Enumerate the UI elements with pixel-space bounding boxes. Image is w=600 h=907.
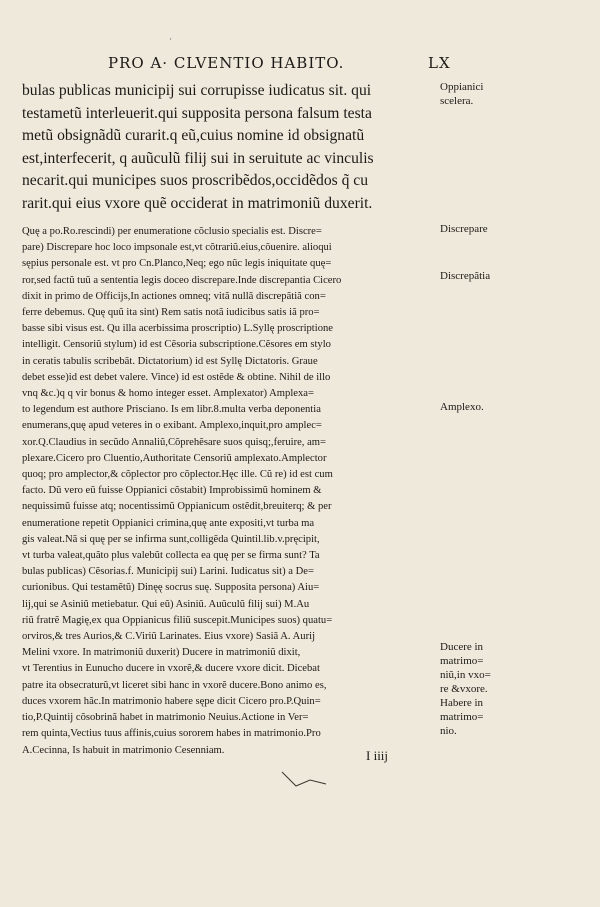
commentary-line: facto. Dũ vero eũ fuisse Oppianici cõstabit) Improbissimũ hominem & xyxy=(22,485,322,497)
side-note-line: scelera. xyxy=(440,95,474,107)
commentary-line: gis valeat.Nã si quę per se infirma sunt,colligẽda Quintil.lib.v.pręcipit, xyxy=(22,533,320,545)
side-note-oppianici xyxy=(440,80,540,108)
side-note-line: Ducere in xyxy=(440,641,484,653)
side-note-ducere xyxy=(440,640,540,738)
top-mark: ˙ xyxy=(168,38,173,49)
commentary-line: ferre debemus. Quę quũ ita sint) Rem satis notã iudicibus satis iã pro= xyxy=(22,307,320,319)
pen-flourish xyxy=(280,768,330,792)
commentary-line: nequissimũ fuisse atq; nocentissimũ Oppianicum ostẽdit,breuiterq; & per xyxy=(22,501,332,513)
signature-mark: I iiij xyxy=(366,748,389,763)
commentary-line: orviros,& tres Aurios,& C.Viriũ Larinates. Eius vxore) Sasiã A. Aurij xyxy=(22,631,316,643)
quote-line: necarit.qui municipes suos proscribẽdos,occidẽdos q̃ cu xyxy=(22,172,369,190)
side-note-line: nio. xyxy=(440,725,457,737)
quote-line: est,interfecerit, q auũculũ filij sui in seruitute ac vinculis xyxy=(22,149,374,167)
commentary-line: Quę a po.Ro.rescindi) per enumeratione cõclusio specialis est. Discre= xyxy=(22,226,322,237)
commentary-line: tio,P.Quintij cõsobrinã habet in matrimonio Neuius.Actione in Ver= xyxy=(22,712,309,724)
commentary-line: lij,qui se Asiniũ metiebatur. Qui eũ) Asiniũ. Auũculũ filij sui) M.Au xyxy=(22,598,310,610)
side-note-line: niũ,in vxo= xyxy=(440,669,491,681)
side-note-amplexo xyxy=(440,400,540,414)
commentary-line: Melini vxore. In matrimoniũ duxerit) Ducere in matrimoniũ dixit, xyxy=(22,647,301,659)
side-note-line: re &vxore. xyxy=(440,683,488,695)
commentary-line: intelligit. Censoriũ stylum) id est Cẽsoria subscriptione.Cẽsores em stylo xyxy=(22,339,331,351)
commentary-line: enumerans,quę apud veteres in o exibant. Amplexo,inquit,pro amplec= xyxy=(22,420,322,432)
quote-line: testametũ interleuerit.qui supposita persona falsum testa xyxy=(22,104,372,122)
side-note-discrepare xyxy=(440,222,540,236)
commentary-line: curionibus. Qui testamẽtũ) Dinęę socrus suę. Supposita persona) Aiu= xyxy=(22,582,320,594)
quote-line: metũ obsignãdũ curarit.q eũ,cuius nomine id obsignatũ xyxy=(22,127,365,145)
commentary-line: basse sibi visus est. Qu illa acerbissima proscriptio) L.Syllę proscriptione xyxy=(22,323,333,335)
commentary-line: riũ fratrẽ Magię,ex qua Oppianicus filiũ suscepit.Municipes suos) quatu= xyxy=(22,614,333,626)
quoted-text-block xyxy=(22,80,442,216)
side-note-line: Amplexo. xyxy=(440,401,484,413)
commentary-line: vt turba valeat,quãto plus valebũt collecta ea quę per se firma sunt? Ta xyxy=(22,550,320,562)
running-header: PRO A· CLVENTIO HABITO. xyxy=(108,54,345,72)
commentary-line: to legendum est authore Prisciano. Is em libr.8.multa verba deponentia xyxy=(22,404,321,416)
commentary-line: debet esse)id est debet valere. Vince) id est ostẽde & obtine. Nihil de illo xyxy=(22,371,331,383)
commentary-line: in ceratis tabulis scribebãt. Dictatorium) id est Syllę Dictatoris. Graue xyxy=(22,355,318,367)
commentary-line: vt Terentius in Eunucho ducere in vxorẽ,& ducere vxore dicit. Dicebat xyxy=(22,663,320,675)
commentary-line: A.Cecinna, Is habuit in matrimonio Cesenniam. xyxy=(22,744,225,756)
commentary-line: quoq; pro amplector,& cõplector pro cõplector.Hęc ille. Cũ re) id est cum xyxy=(22,469,333,481)
commentary-line: bulas publicas) Cẽsorias.f. Municipij sui) Larini. Iudicatus sit) a De= xyxy=(22,566,314,578)
commentary-line: patre ita obsecraturũ,vt liceret sibi hanc in vxorẽ ducere.Bono animo es, xyxy=(22,679,327,691)
quote-line: rarit.qui eius vxore quẽ occiderat in matrimoniũ duxerit. xyxy=(22,194,373,212)
commentary-line: ror,sed factũ tuũ a sententia legis doceo discrepare.Inde discrepantia Cicero xyxy=(22,274,342,286)
side-note-line: matrimo= xyxy=(440,711,484,723)
commentary-line: vnq &c.)q q vir bonus & homo integer esset. Amplexator) Amplexa= xyxy=(22,388,314,400)
side-note-discrepantia xyxy=(440,269,540,283)
side-note-line: Habere in xyxy=(440,697,484,709)
side-note-line: matrimo= xyxy=(440,655,484,667)
commentary-block xyxy=(22,224,434,759)
side-note-line: Discrepare xyxy=(440,223,488,235)
folio-number: LX xyxy=(428,54,451,72)
side-note-line: Oppianici xyxy=(440,81,484,93)
commentary-line: rem quinta,Vectius tuus affinis,cuius sororem habes in matrimonio.Pro xyxy=(22,728,321,740)
commentary-line: plexare.Cicero pro Cluentio,Authoritate Censoriũ amplexato.Amplector xyxy=(22,452,327,464)
commentary-line: pare) Discrepare hoc loco impsonale est,vt cõtrariũ.eius,cõuenire. alioqui xyxy=(22,242,332,254)
side-note-line: Discrepãtia xyxy=(440,270,491,282)
commentary-line: dixit in primo de Officijs,In actiones omneq; vitã nullã discrepãtiã con= xyxy=(22,290,326,302)
commentary-line: xor.Q.Claudius in secũdo Annaliũ,Cõprehẽsare suos quisq;,feruire, am= xyxy=(22,436,327,448)
commentary-line: duces vxorem hãc.In matrimonio habere sępe dicit Cicero pro.P.Quin= xyxy=(22,695,321,707)
quote-line: bulas publicas municipij sui corrupisse iudicatus sit. qui xyxy=(22,82,372,99)
commentary-line: sępius personale est. vt pro Cn.Planco,Neq; ego nũc legis iniquitate quę= xyxy=(22,258,332,270)
commentary-line: enumeratione repetit Oppianici crimina,quę ante expositi,vt turba ma xyxy=(22,517,315,529)
